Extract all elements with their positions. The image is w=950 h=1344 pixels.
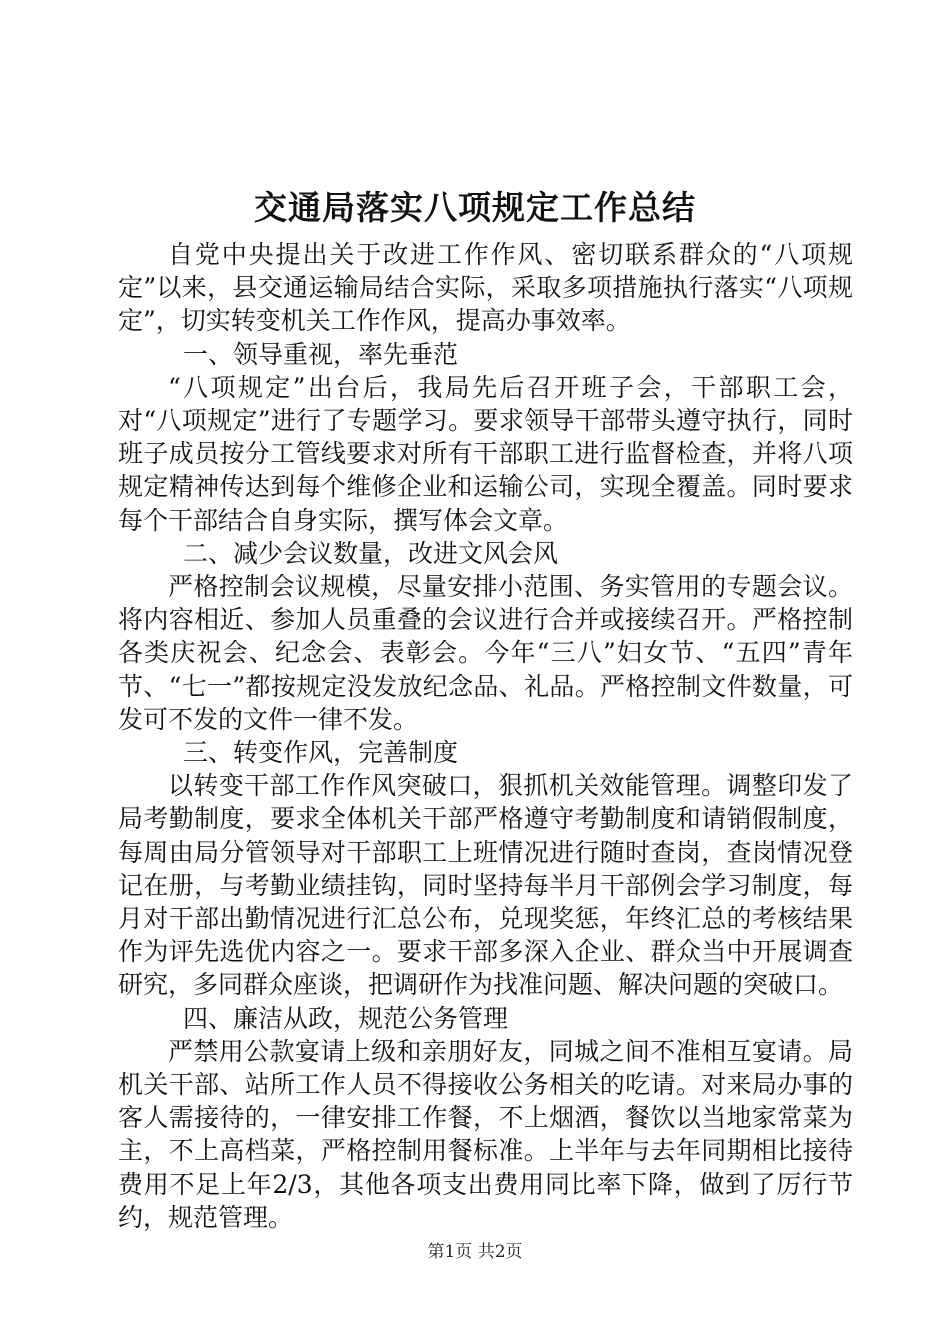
section-4-paragraph: 严禁用公款宴请上级和亲朋好友，同城之间不准相互宴请。局机关干部、站所工作人员不得接收公务相关的吃请。对来局办事的客人需接待的，一律安排工作餐，不上烟酒，餐饮以当地家常菜为主，不上高档菜，严格控制用餐标准。上半年与去年同期相比接待费用不足上年2/3，其他各项支出费用同比率下降，做到了厉行节约，规范管理。: [118, 1036, 853, 1232]
section-heading-4: 四、廉洁从政，规范公务管理: [183, 1003, 509, 1033]
page-number-footer: 第1页 共2页: [427, 1242, 523, 1262]
section-heading-2: 二、减少会议数量，改进文风会风: [183, 538, 559, 568]
document-body: [118, 238, 853, 1234]
section-2-paragraph: 严格控制会议规模，尽量安排小范围、务实管用的专题会议。将内容相近、参加人员重叠的会议进行合并或接续召开。严格控制各类庆祝会、纪念会、表彰会。今年“三八”妇女节、“五四”青年节、“七一”都按规定没发放纪念品、礼品。严格控制文件数量，可发可不发的文件一律不发。: [118, 572, 853, 734]
section-heading-3: 三、转变作风，完善制度: [183, 738, 459, 768]
intro-paragraph: 自党中央提出关于改进工作作风、密切联系群众的“八项规定”以来，县交通运输局结合实际，采取多项措施执行落实“八项规定”，切实转变机关工作作风，提高办事效率。: [118, 240, 853, 336]
section-heading-1: 一、领导重视，率先垂范: [183, 339, 459, 369]
section-3-paragraph: 以转变干部工作作风突破口，狠抓机关效能管理。调整印发了局考勤制度，要求全体机关干部严格遵守考勤制度和请销假制度，每周由局分管领导对干部职工上班情况进行随时查岗，查岗情况登记在册，与考勤业绩挂钩，同时坚持每半月干部例会学习制度，每月对干部出勤情况进行汇总公布，兑现奖惩，年终汇总的考核结果作为评先选优内容之一。要求干部多深入企业、群众当中开展调查研究，多同群众座谈，把调研作为找准问题、解决问题的突破口。: [118, 771, 853, 1000]
document-title: 交通局落实八项规定工作总结: [254, 188, 696, 227]
section-1-paragraph: “八项规定”出台后，我局先后召开班子会，干部职工会，对“八项规定”进行了专题学习。要求领导干部带头遵守执行，同时班子成员按分工管线要求对所有干部职工进行监督检查，并将八项规定精神传达到每个维修企业和运输公司，实现全覆盖。同时要求每个干部结合自身实际，撰写体会文章。: [118, 372, 853, 535]
